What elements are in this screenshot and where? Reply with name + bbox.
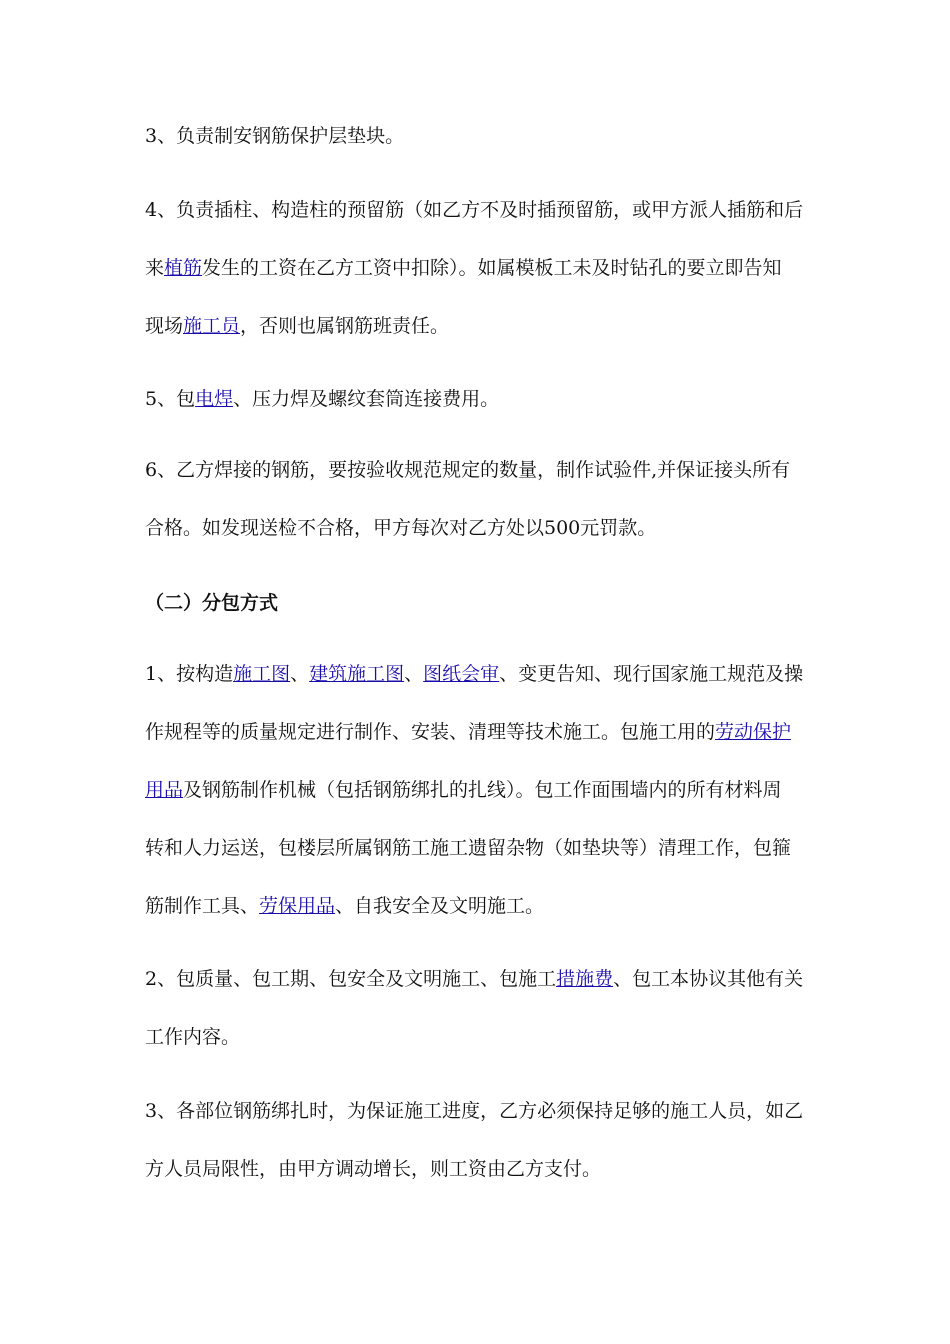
separator: 、 <box>290 663 310 685</box>
section-item-1-line-3 <box>145 761 810 819</box>
section-item-3-line-1: 3、各部位钢筋绑扎时，为保证施工进度，乙方必须保持足够的施工人员，如乙 <box>145 1100 804 1122</box>
link-jianzhu-shigongtu[interactable]: 建筑施工图 <box>309 663 405 685</box>
section-item-1-text: 及钢筋制作机械（包括钢筋绑扎的扎线）。包工作面围墙内的所有材料周 <box>183 779 782 801</box>
link-diahan[interactable]: 电焊 <box>195 388 234 410</box>
link-shigongyuan[interactable]: 施工员 <box>183 315 241 337</box>
section-item-1-text: 、变更告知、现行国家施工规范及操 <box>499 663 804 685</box>
section-item-1-line-4: 转和人力运送，包楼层所属钢筋工施工遗留杂物（如垫块等）清理工作，包箍 <box>145 837 792 859</box>
section-item-3-line-2: 方人员局限性，由甲方调动增长，则工资由乙方支付。 <box>145 1158 602 1180</box>
item-3-paragraph <box>145 107 810 165</box>
section-item-2-text: 2、包质量、包工期、包安全及文明施工、包施工 <box>145 968 557 990</box>
section-heading-text: （二）分包方式 <box>145 592 279 614</box>
item-4-line-3 <box>145 297 810 355</box>
section-item-1-text: 筋制作工具、 <box>145 895 260 917</box>
item-5-paragraph <box>145 370 810 428</box>
section-item-2-line-1 <box>145 950 810 1008</box>
section-item-2-line-2: 工作内容。 <box>145 1026 241 1048</box>
item-6-line-1: 6、乙方焊接的钢筋，要按验收规范规定的数量，制作试验件,并保证接头所有 <box>145 459 791 481</box>
link-tuzhi-huishen[interactable]: 图纸会审 <box>423 663 500 685</box>
section-item-1-text: 、自我安全及文明施工。 <box>335 895 545 917</box>
item-4-text: ，否则也属钢筋班责任。 <box>240 315 450 337</box>
item-5-text: 5、包 <box>145 388 196 410</box>
item-4-line-2 <box>145 239 810 297</box>
section-item-1-text: 作规程等的质量规定进行制作、安装、清理等技术施工。包施工用的 <box>145 721 716 743</box>
item-3-line: 3、负责制安钢筋保护层垫块。 <box>145 125 405 147</box>
section-item-1-paragraph <box>145 645 810 935</box>
item-4-text: 发生的工资在乙方工资中扣除）。如属模板工未及时钻孔的要立即告知 <box>202 257 782 279</box>
section-item-2-text: 、包工本协议其他有关 <box>613 968 804 990</box>
item-6-paragraph <box>145 441 810 557</box>
section-item-1-line-1 <box>145 645 810 703</box>
section-item-1-line-5 <box>145 877 810 935</box>
item-4-line-1: 4、负责插柱、构造柱的预留筋（如乙方不及时插预留筋，或甲方派人插筋和后 <box>145 199 804 221</box>
link-cuoshifei[interactable]: 措施费 <box>556 968 614 990</box>
link-laodong-baohu-yongpin[interactable]: 用品 <box>145 779 184 801</box>
section-item-2-paragraph <box>145 950 810 1066</box>
item-4-paragraph <box>145 181 810 355</box>
item-6-line-2: 合格。如发现送检不合格，甲方每次对乙方处以500元罚款。 <box>145 517 657 539</box>
item-5-text: 、压力焊及螺纹套筒连接费用。 <box>233 388 500 410</box>
section-item-1-line-2 <box>145 703 810 761</box>
link-shigongtu[interactable]: 施工图 <box>233 663 291 685</box>
item-5-line <box>145 370 810 428</box>
section-item-1-text: 1、按构造 <box>145 663 234 685</box>
separator: 、 <box>404 663 424 685</box>
item-4-text: 来 <box>145 257 165 279</box>
item-4-text: 现场 <box>145 315 184 337</box>
link-laodong-baohu[interactable]: 劳动保护 <box>715 721 792 743</box>
link-zhijin[interactable]: 植筋 <box>164 257 203 279</box>
link-laobao-yongpin[interactable]: 劳保用品 <box>259 895 336 917</box>
section-heading <box>145 574 810 632</box>
section-item-3-paragraph <box>145 1082 810 1198</box>
